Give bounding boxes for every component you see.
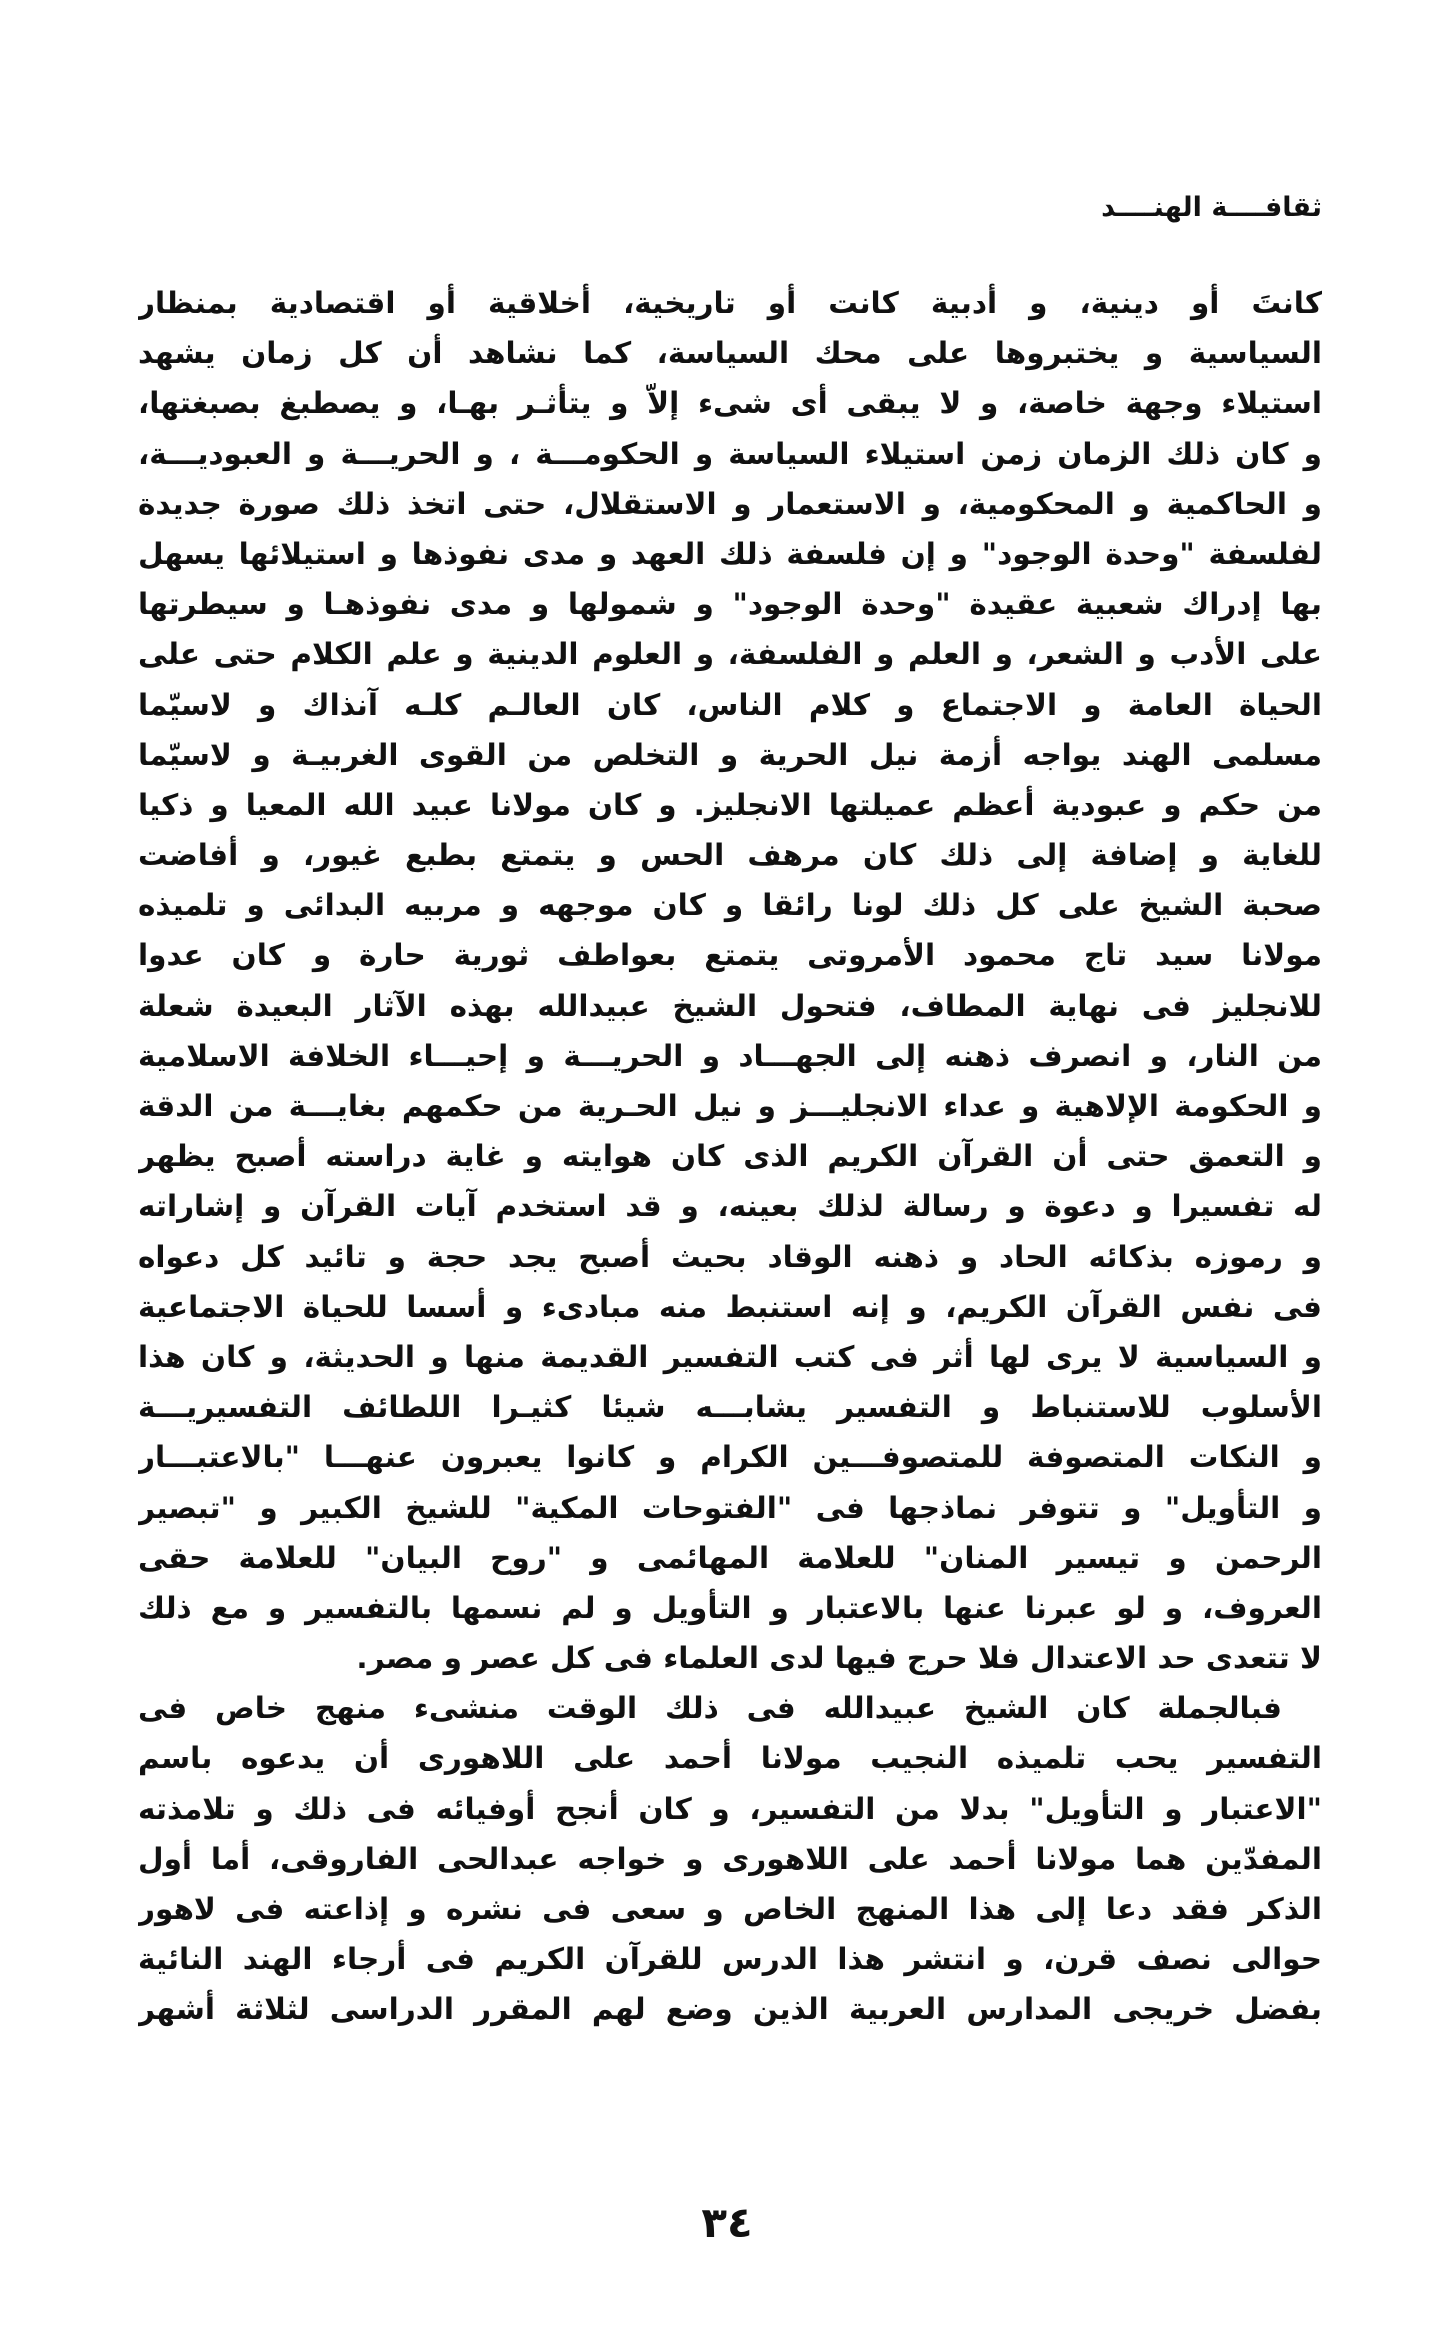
text-line: مسلمى الهند يواجه أزمة نيل الحرية و التخلص من القوى الغربيـة و لاسيّما xyxy=(138,737,1322,772)
text-line: و الحاكمية و المحكومية، و الاستعمار و الاستقلال، حتى اتخذ ذلك صورة جديدة xyxy=(138,486,1322,521)
text-line: و النكات المتصوفة للمتصوفـــين الكرام و كانوا يعبرون عنهـــا "بالاعتبـــار xyxy=(138,1440,1322,1475)
text-line: المفدّين هما مولانا أحمد على اللاهورى و خواجه عبدالحى الفاروقى، أما أول xyxy=(138,1841,1322,1876)
body-text xyxy=(138,278,1322,2035)
text-line: و التأويل" و تتوفر نماذجها فى "الفتوحات المكية" للشيخ الكبير و "تبصير xyxy=(138,1490,1322,1525)
text-line: كانتَ أو دينية، و أدبية كانت أو تاريخية، أخلاقية أو اقتصادية بمنظار xyxy=(138,286,1322,320)
text-line: السياسية و يختبروها على محك السياسة، كما نشاهد أن كل زمان يشهد xyxy=(138,336,1322,371)
text-line: التفسير يحب تلميذه النجيب مولانا أحمد على اللاهورى أن يدعوه باسم xyxy=(138,1741,1322,1776)
text-line: من النار، و انصرف ذهنه إلى الجهـــاد و الحريـــة و إحيـــاء الخلافة الاسلامية xyxy=(138,1038,1322,1073)
text-line: الذكر فقد دعا إلى هذا المنهج الخاص و سعى فى نشره و إذاعته فى لاهور xyxy=(138,1892,1322,1926)
text-line: العروف، و لو عبرنا عنها بالاعتبار و التأويل و لم نسمها بالتفسير و مع ذلك xyxy=(138,1590,1322,1625)
text-line: الأسلوب للاستنباط و التفسير يشابـــه شيئا كثيـرا اللطائف التفسيريـــة xyxy=(138,1390,1322,1425)
text-line: للغاية و إضافة إلى ذلك كان مرهف الحس و يتمتع بطبع غيور، و أفاضت xyxy=(138,838,1322,873)
text-line-paragraph-end: لا تتعدى حد الاعتدال فلا حرج فيها لدى العلماء فى كل عصر و مصر. xyxy=(356,1641,1322,1676)
running-header-title: ثقافــــة الهنــــد xyxy=(1101,192,1322,223)
text-line-paragraph-start: فبالجملة كان الشيخ عبيدالله فى ذلك الوقت منشىء منهج خاص فى xyxy=(138,1691,1282,1726)
text-line: و السياسية لا يرى لها أثر فى كتب التفسير القديمة منها و الحديثة، و كان هذا xyxy=(138,1339,1322,1374)
text-line: الرحمن و تيسير المنان" للعلامة المهائمى و "روح البيان" للعلامة حقى xyxy=(138,1540,1322,1575)
text-line: حوالى نصف قرن، و انتشر هذا الدرس للقرآن الكريم فى أرجاء الهند النائية xyxy=(138,1942,1322,1977)
text-line: و رموزه بذكائه الحاد و ذهنه الوقاد بحيث أصبح يجد حجة و تائيد كل دعواه xyxy=(138,1239,1322,1274)
text-line: استيلاء وجهة خاصة، و لا يبقى أى شىء إلاّ و يتأثـر بهـا، و يصطبغ بصبغتها، xyxy=(138,386,1322,421)
text-line: له تفسيرا و دعوة و رسالة لذلك بعينه، و قد استخدم آيات القرآن و إشاراته xyxy=(138,1189,1322,1224)
page-number: ٣٤ xyxy=(701,2198,753,2247)
text-line: فى نفس القرآن الكريم، و إنه استنبط منه مبادىء و أسسا للحياة الاجتماعية xyxy=(138,1289,1322,1324)
text-line: و التعمق حتى أن القرآن الكريم الذى كان هوايته و غاية دراسته أصبح يظهر xyxy=(138,1139,1322,1174)
text-line: و الحكومة الإلاهية و عداء الانجليـــز و نيل الحـرية من حكمهم بغايـــة من الدقة xyxy=(138,1089,1322,1123)
text-line: لفلسفة "وحدة الوجود" و إن فلسفة ذلك العهد و مدى نفوذها و استيلائها يسهل xyxy=(138,536,1322,571)
text-line: الحياة العامة و الاجتماع و كلام الناس، كان العالـم كلـه آنذاك و لاسيّما xyxy=(138,687,1322,722)
text-line: "الاعتبار و التأويل" بدلا من التفسير، و كان أنجح أوفيائه فى ذلك و تلامذته xyxy=(138,1791,1322,1826)
text-line: للانجليز فى نهاية المطاف، فتحول الشيخ عبيدالله بهذه الآثار البعيدة شعلة xyxy=(138,988,1322,1023)
text-line: و كان ذلك الزمان زمن استيلاء السياسة و الحكومـــة ، و الحريـــة و العبوديـــة، xyxy=(138,436,1322,471)
text-line: على الأدب و الشعر، و العلم و الفلسفة، و العلوم الدينية و علم الكلام حتى على xyxy=(138,637,1322,672)
text-line: صحبة الشيخ على كل ذلك لونا رائقا و كان موجهه و مربيه البدائى و تلميذه xyxy=(138,888,1322,923)
text-line: من حكم و عبودية أعظم عميلتها الانجليز. و كان مولانا عبيد الله المعيا و ذكيا xyxy=(138,787,1322,822)
text-line: مولانا سيد تاج محمود الأمروتى يتمتع بعواطف ثورية حارة و كان عدوا xyxy=(138,938,1322,973)
text-line: بها إدراك شعبية عقيدة "وحدة الوجود" و شمولها و مدى نفوذهـا و سيطرتها xyxy=(138,587,1322,622)
text-line: بفضل خريجى المدارس العربية الذين وضع لهم المقرر الدراسى لثلاثة أشهر xyxy=(138,1992,1322,2027)
